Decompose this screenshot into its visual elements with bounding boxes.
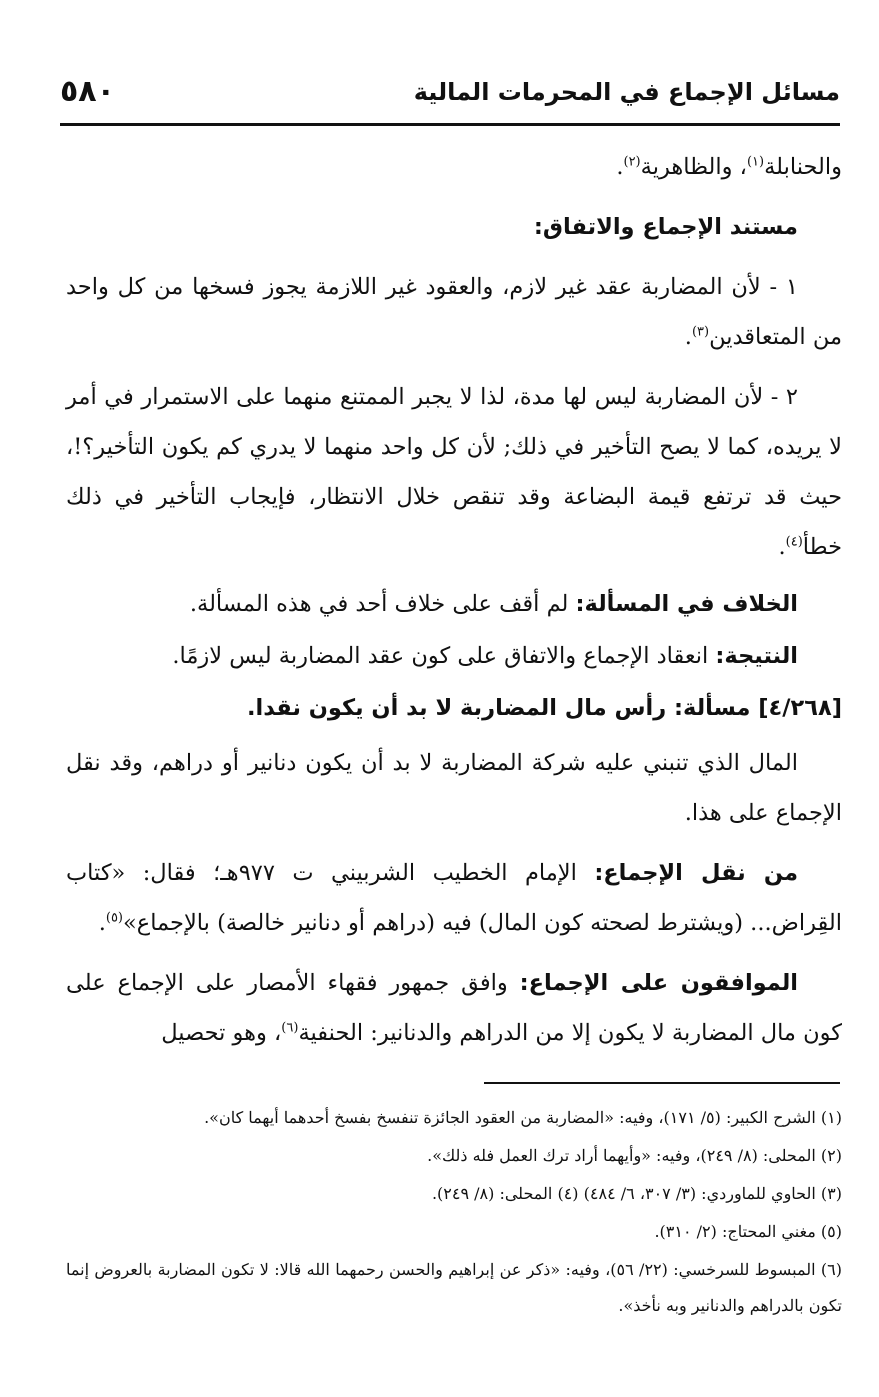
running-title: مسائل الإجماع في المحرمات المالية	[413, 78, 840, 106]
section-label: الخلاف في المسألة:	[575, 591, 798, 617]
paragraph-text: انعقاد الإجماع والاتفاق على كون عقد المضاربة ليس لازمًا.	[172, 643, 716, 669]
paragraph-transmitter	[66, 848, 842, 948]
main-text	[66, 142, 842, 1068]
paragraph-text: ١ - لأن المضاربة عقد غير لازم، والعقود غير اللازمة يجوز فسخها من كل واحد من المتعاقدين	[66, 274, 842, 350]
paragraph-text: .	[778, 534, 786, 560]
footnote-ref[interactable]: (٤)	[785, 534, 803, 550]
page-number: ٥٨٠	[60, 74, 115, 109]
footnote-2: (٢) المحلى: (٨/ ٢٤٩)، وفيه: «وأيهما أراد ترك العمل فله ذلك».	[427, 1146, 842, 1165]
footnote-5: (٥) مغني المحتاج: (٢/ ٣١٠).	[654, 1222, 842, 1241]
footnote-ref[interactable]: (٦)	[281, 1020, 299, 1036]
paragraph-issue-intro: المال الذي تنبني عليه شركة المضاربة لا بد أن يكون دنانير أو دراهم، وقد نقل الإجماع على هذا.	[66, 750, 842, 826]
footnotes	[66, 1100, 842, 1326]
paragraph-text: والحنابلة	[764, 154, 842, 180]
section-label: من نقل الإجماع:	[594, 860, 799, 886]
paragraph-text: لم أقف على خلاف أحد في هذه المسألة.	[189, 591, 576, 617]
footnote-1: (١) الشرح الكبير: (٥/ ١٧١)، وفيه: «المضاربة من العقود الجائزة تنفسخ بفسخ أحدهما أيهما كان».	[204, 1108, 842, 1127]
header-divider	[60, 123, 840, 126]
paragraph-text: ، وهو تحصيل	[161, 1020, 282, 1046]
paragraph-disagreement	[66, 582, 842, 626]
paragraph-text: .	[616, 154, 624, 180]
paragraph-reason-2	[66, 372, 842, 572]
paragraph-text: ، والظاهرية	[640, 154, 747, 180]
paragraph-schools	[66, 142, 842, 192]
footnote-ref[interactable]: (١)	[746, 154, 765, 170]
paragraph-text: .	[98, 910, 106, 936]
footnote-divider	[484, 1082, 840, 1084]
paragraph-text: ٢ - لأن المضاربة ليس لها مدة، لذا لا يجبر الممتنع منهما على الاستمرار في أمر لا يريده، كما لا يصح التأخير في ذلك; لأن كل واحد منهما لا يدري كم يكون التأخير؟!، حيث قد ترتفع قيمة البضاعة وقد تنقص خلال الانتظار، فإيجاب التأخير في ذلك خطأ	[66, 384, 842, 560]
section-label: النتيجة:	[715, 643, 798, 669]
footnote-ref[interactable]: (٣)	[691, 324, 710, 340]
paragraph-text: .	[684, 324, 692, 350]
paragraph-text: الإمام الخطيب الشربيني ت ٩٧٧هـ؛ فقال: «كتاب القِراض... (ويشترط لصحته كون المال) فيه (دراهم أو دنانير خالصة) بالإجماع»	[66, 860, 842, 936]
paragraph-reason-1	[66, 262, 842, 362]
footnote-ref[interactable]: (٥)	[105, 910, 123, 926]
paragraph-result	[66, 634, 842, 678]
footnote-6: (٦) المبسوط للسرخسي: (٢٢/ ٥٦)، وفيه: «ذكر عن إبراهيم والحسن رحمهما الله قالا: لا تكون المضاربة بالعروض إنما تكون بالدراهم والدنانير وبه نأخذ».	[66, 1260, 843, 1315]
section-label: الموافقون على الإجماع:	[519, 970, 799, 996]
section-heading-basis: مستند الإجماع والاتفاق:	[533, 214, 798, 240]
footnote-3-4: (٣) الحاوي للماوردي: (٣/ ٣٠٧، ٦/ ٤٨٤) (٤) المحلى: (٨/ ٢٤٩).	[431, 1184, 842, 1203]
issue-heading: [٤/٢٦٨] مسألة: رأس مال المضاربة لا بد أن يكون نقدا.	[247, 695, 842, 721]
paragraph-agreeing	[66, 958, 842, 1058]
page-header	[60, 70, 840, 120]
paragraph-text: وافق جمهور فقهاء الأمصار على الإجماع على كون مال المضاربة لا يكون إلا من الدراهم والدنانير: الحنفية	[66, 970, 842, 1046]
footnote-ref[interactable]: (٢)	[623, 154, 641, 170]
